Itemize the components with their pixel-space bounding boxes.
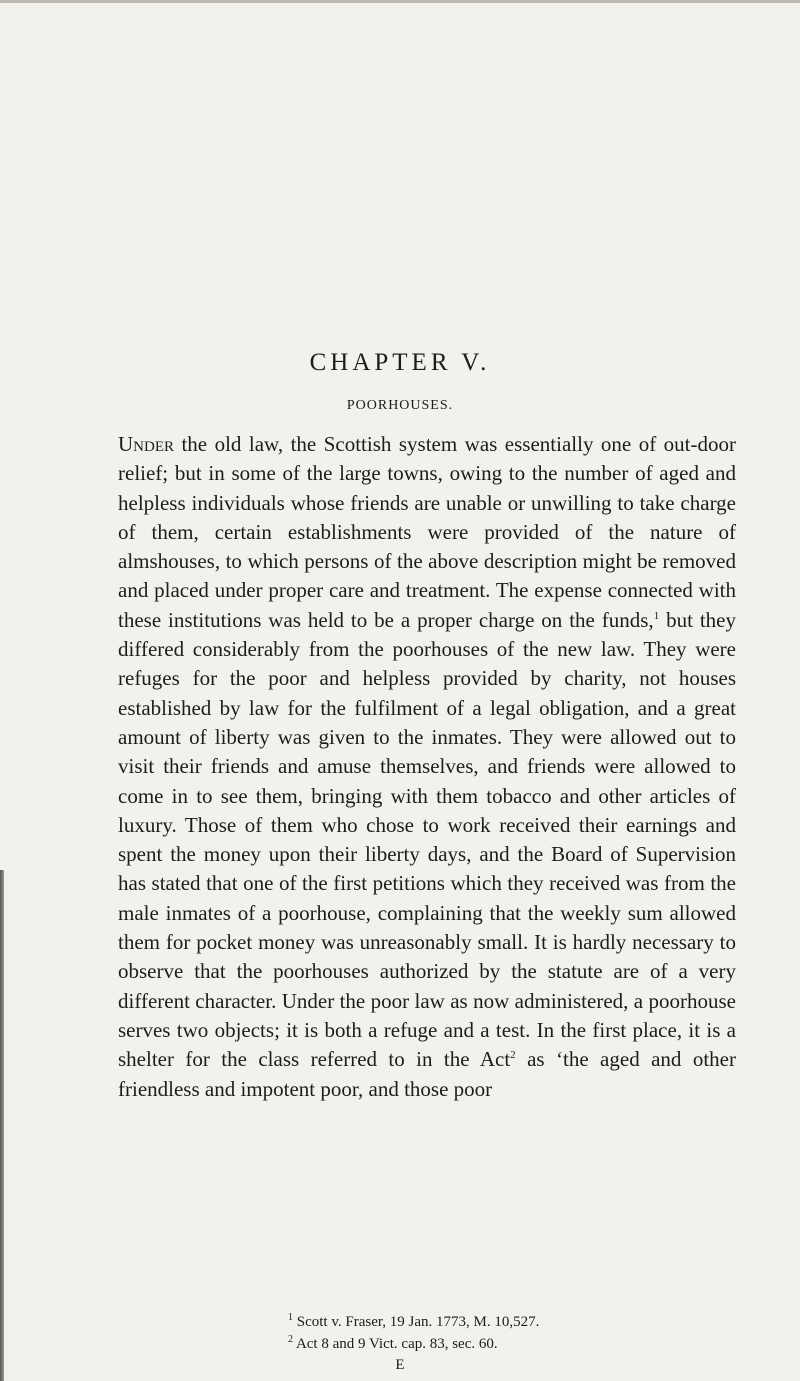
footnote-mark-1: 1 xyxy=(288,1312,293,1323)
footnote-1 xyxy=(288,1312,539,1332)
lead-word: Under xyxy=(118,432,174,456)
body-text-1: the old law, the Scottish system was essentially one of out-door relief; but in some of the large towns, owing to the number of aged and helpless individuals whose friends are unable or unwilling to take charge of them, certain establishments were provided of the nature of almshouses, to which persons of the above description might be removed and placed under proper care and treatment. The expense connected with these institutions was held to be a proper charge on the funds, xyxy=(118,432,736,632)
signature-mark: E xyxy=(395,1357,405,1373)
footnote-text-2: Act 8 and 9 Vict. cap. 83, sec. 60. xyxy=(295,1336,498,1352)
footnote-text-1: Scott v. Fraser, 19 Jan. 1773, M. 10,527. xyxy=(296,1314,540,1330)
footnote-ref-2: 2 xyxy=(510,1049,516,1062)
chapter-title: POORHOUSES. xyxy=(346,398,454,413)
footnote-ref-1: 1 xyxy=(653,609,660,622)
page-top-edge xyxy=(0,0,800,3)
body-text-2: but they differed considerably from the poorhouses of the new law. They were refuges for the poor and helpless provided by charity, not houses established by law for the fulfilment of a legal obligation, and a great amount of liberty was given to the inmates. They were allowed out to visit their friends and amuse themselves, and friends were allowed to come in to see them, bringing with them tobacco and other articles of luxury. Those of them who chose to work received their earnings and spent the money upon their liberty days, and the Board of Supervision has stated that one of the first petitions which they received was from the male inmates of a poorhouse, complaining that the weekly sum allowed them for pocket money was unreasonably small. It is hardly necessary to observe that the poorhouses authorized by the statute are of a very different character. Under the poor law as now administered, a poorhouse serves two objects; it is both a refuge and a test. In the first place, it is a shelter for the class referred to in the Act xyxy=(118,607,736,1072)
chapter-heading: CHAPTER V. xyxy=(309,349,491,376)
binding-edge xyxy=(0,870,4,1381)
footnote-mark-2: 2 xyxy=(288,1334,293,1345)
body-text-3: as ‘the aged and other friendless and impotent poor, and those poor xyxy=(118,1047,736,1101)
footnote-2 xyxy=(288,1334,498,1354)
body-paragraph xyxy=(118,430,736,1104)
